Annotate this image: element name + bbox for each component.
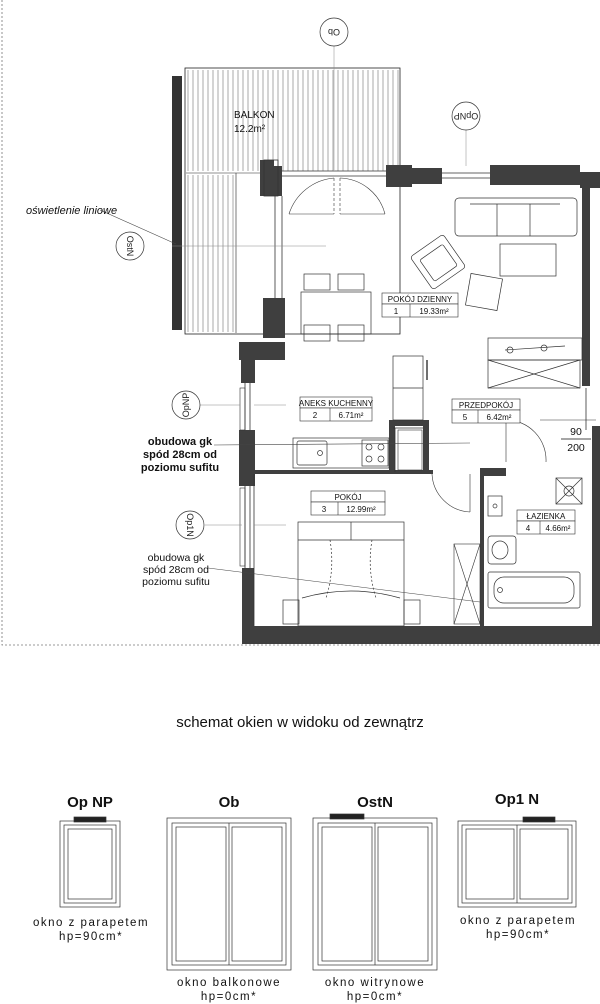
schema-opnp-drawing [60,817,120,907]
schema-label-ob: okno balkonowe hp=0cm* [176,977,282,1003]
bedroom-furniture [283,522,420,626]
hall-name: PRZEDPOKÓJ [458,401,514,410]
walls [239,160,600,644]
kitchen-num: 2 [312,411,318,420]
tag-opnp-left: OpNP [181,392,191,418]
bedroom-num: 3 [321,505,327,514]
schema-title-ostn: OstN [357,794,393,811]
balcony-label [234,110,275,135]
kitchen-name: ANEKS KUCHENNY [298,399,374,408]
schema-ostn-drawing [313,814,437,970]
balcony-door [289,178,385,214]
balcony [172,68,400,334]
schema-title-opnp: Op NP [67,794,113,811]
tag-ob: Ob [327,27,341,37]
room-labels [299,295,571,533]
thin-walls [245,160,586,568]
schema-heading: schemat okien w widoku od zewnątrz [176,714,424,731]
bathroom-fixtures [488,478,582,608]
balcony-name: BALKON [234,110,275,121]
bathroom-area: 4.66m² [545,524,571,533]
living-num: 1 [393,307,399,316]
schema-op1n-drawing [458,817,576,907]
schema-label-op1n: okno z parapetem hp=90cm* [459,915,577,941]
tag-ostn: OstN [125,235,135,257]
bedroom-name: POKÓJ [334,493,362,502]
door-width: 90 [570,426,582,438]
balcony-rail [172,76,182,330]
bathroom-name: ŁAZIENKA [526,512,566,521]
lighting-note: oświetlenie liniowe [26,205,118,217]
tag-opnp-top: OpNP [453,111,479,121]
kitchen-area: 6.71m² [338,411,364,420]
bathroom-num: 4 [525,524,531,533]
hall-area: 6.42m² [486,413,512,422]
hall-num: 5 [462,413,468,422]
tag-op1n: Op1N [185,513,195,537]
schema-title-ob: Ob [218,794,240,811]
balcony-area: 12.2m² [234,124,266,135]
casing-note-2: obudowa gk spód 28cm od poziomu sufitu [142,552,210,588]
casing-note-1: obudowa gk spód 28cm od poziomu sufitu [140,436,220,474]
schema-label-opnp: okno z parapetem hp=90cm* [32,917,150,943]
living-area: 19.33m² [419,307,449,316]
door-height: 200 [567,442,585,454]
living-name: POKÓJ DZIENNY [387,295,453,304]
door-size [561,426,591,454]
window-schemas [60,814,576,970]
schema-label-ostn: okno witrynowe hp=0cm* [324,977,426,1003]
schema-ob-drawing [167,818,291,970]
schema-title-op1n: Op1 N [494,791,540,808]
bedroom-area: 12.99m² [346,505,376,514]
